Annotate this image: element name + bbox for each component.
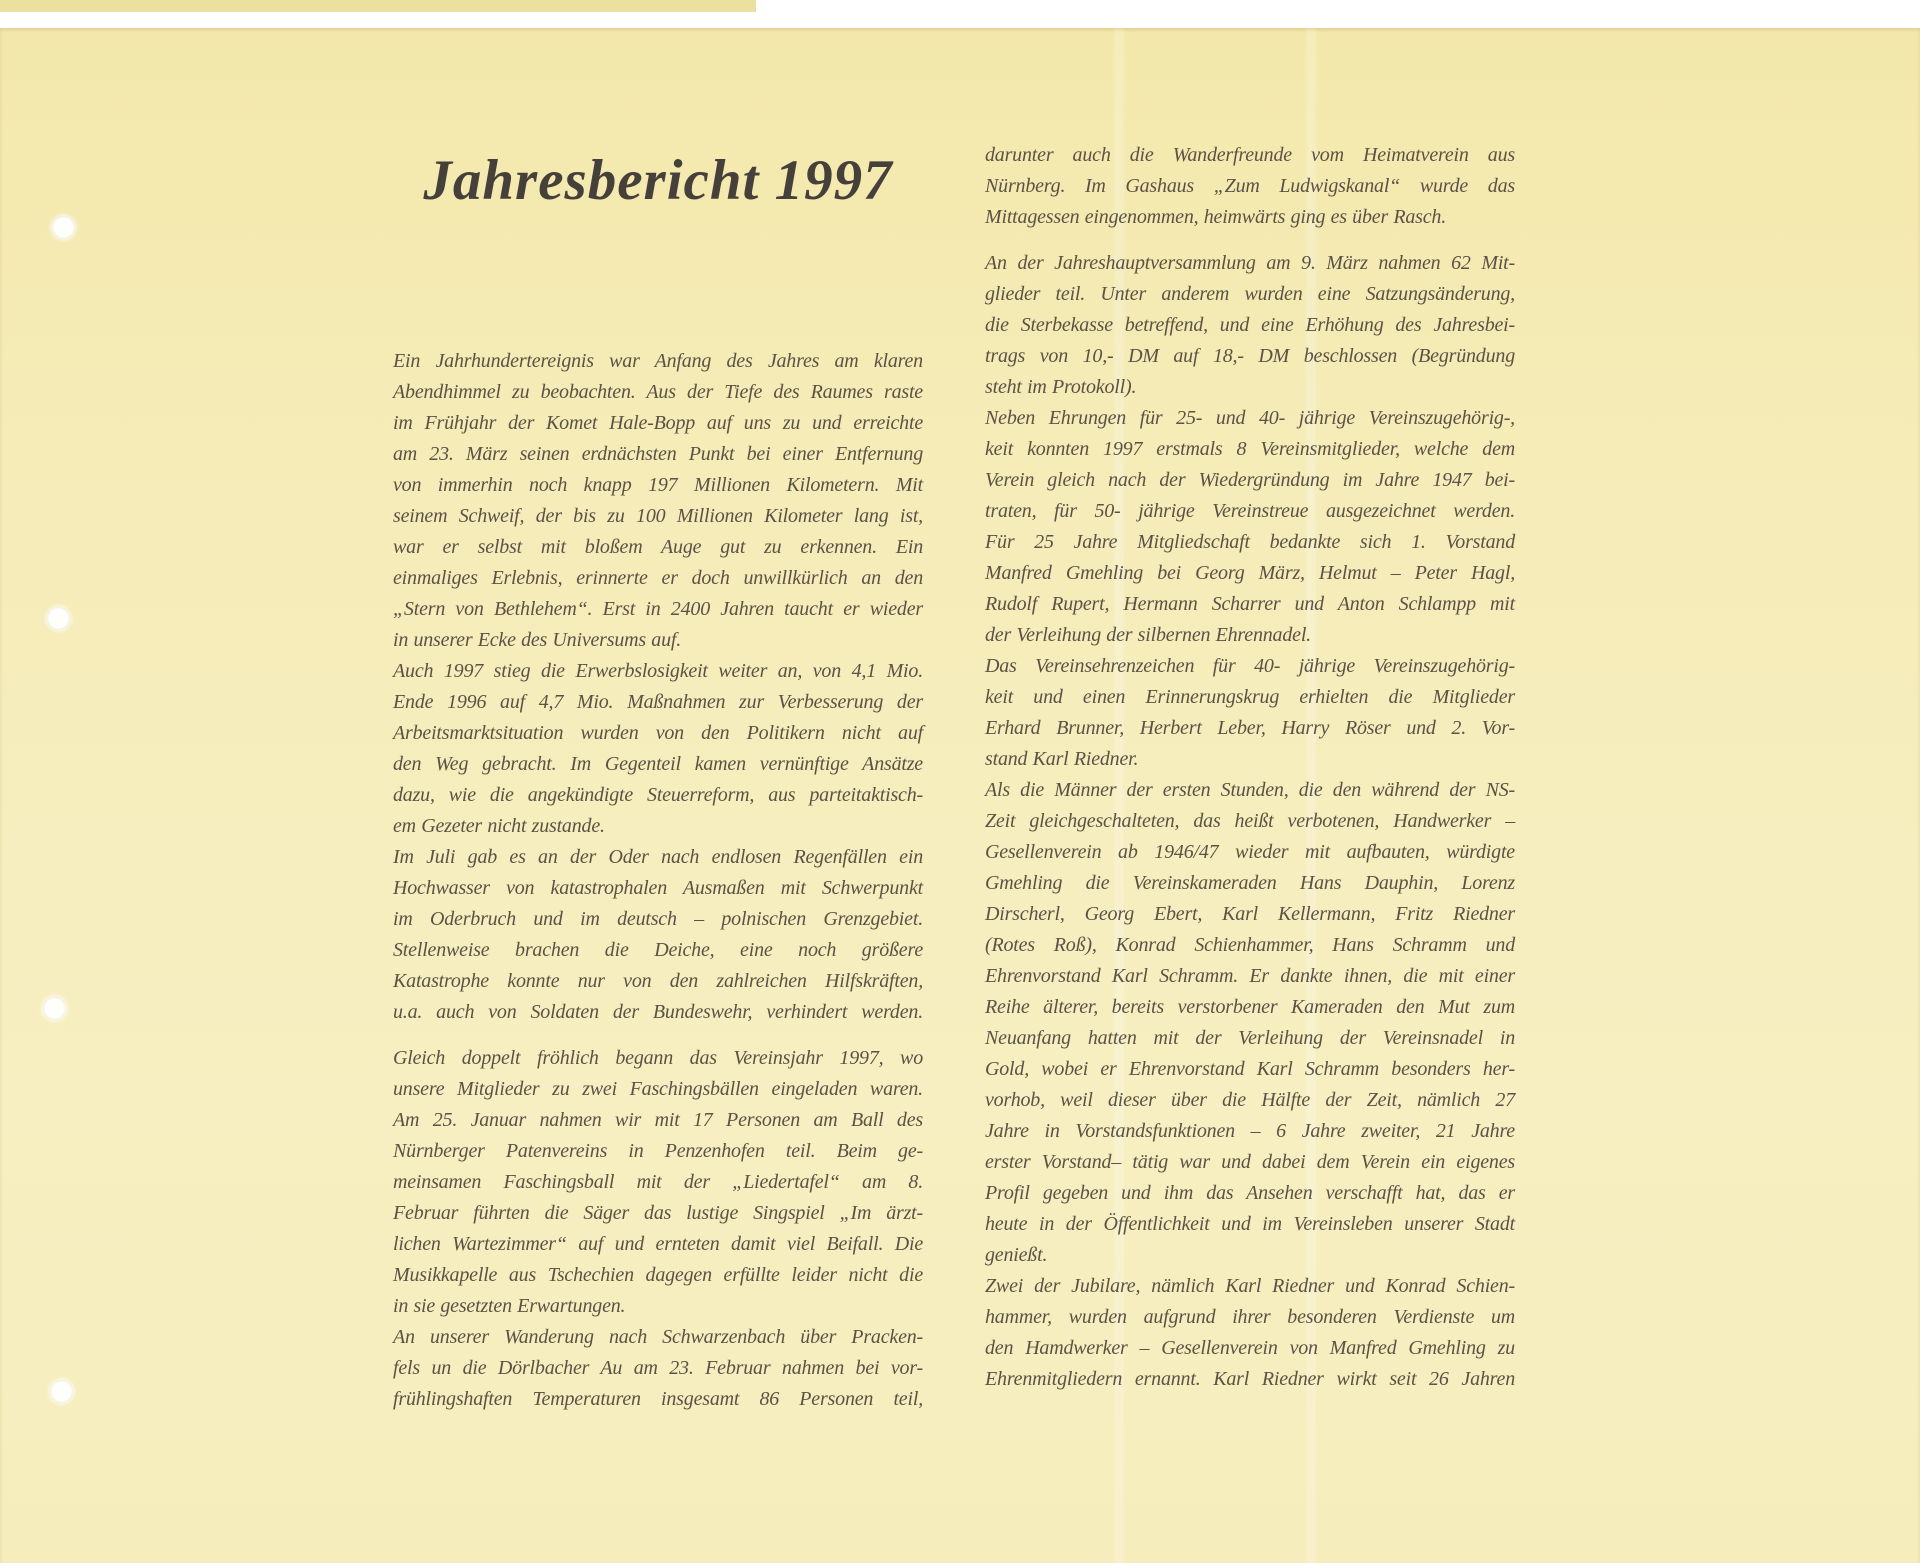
text-line: Für 25 Jahre Mitgliedschaft bedankte sich 1. Vorstand	[985, 531, 1515, 553]
text-line: meinsamen Faschingsball mit der „Liedertafel“ am 8.	[393, 1171, 923, 1193]
text-line: Als die Männer der ersten Stunden, die den während der NS-	[985, 779, 1515, 801]
paragraph	[985, 248, 1515, 403]
text-line: Abendhimmel zu beobachten. Aus der Tiefe des Raumes raste	[393, 381, 923, 403]
text-line: Profil gegeben und ihm das Ansehen verschafft hat, das er	[985, 1182, 1515, 1204]
text-line: Zwei der Jubilare, nämlich Karl Riedner und Konrad Schien-	[985, 1275, 1515, 1297]
text-line: Neben Ehrungen für 25- und 40- jährige Vereinszugehörig-,	[985, 407, 1515, 429]
text-line: Jahre in Vorstandsfunktionen – 6 Jahre zweiter, 21 Jahre	[985, 1120, 1515, 1142]
punch-hole	[43, 997, 66, 1020]
text-line: war er selbst mit bloßem Auge gut zu erkennen. Ein	[393, 536, 923, 558]
paragraph	[985, 403, 1515, 527]
paragraph	[393, 1043, 923, 1322]
text-line: im Oderbruch und im deutsch – polnischen Grenzgebiet.	[393, 908, 923, 930]
text-line: Auch 1997 stieg die Erwerbslosigkeit weiter an, von 4,1 Mio.	[393, 660, 923, 682]
text-line: im Frühjahr der Komet Hale-Bopp auf uns zu und erreichte	[393, 412, 923, 434]
text-line: Reihe älterer, bereits verstorbener Kameraden den Mut zum	[985, 996, 1515, 1018]
text-line: Zeit gleichgeschalteten, das heißt verbotenen, Handwerker –	[985, 810, 1515, 832]
text-line: trags von 10,- DM auf 18,- DM beschlossen (Begründung	[985, 345, 1515, 367]
text-line: darunter auch die Wanderfreunde vom Heimatverein aus	[985, 144, 1515, 166]
text-line: Gleich doppelt fröhlich begann das Vereinsjahr 1997, wo	[393, 1047, 923, 1069]
text-line: glieder teil. Unter anderem wurden eine Satzungsänderung,	[985, 283, 1515, 305]
text-line: in unserer Ecke des Universums auf.	[393, 629, 682, 651]
paragraph	[985, 775, 1515, 1271]
text-line: Mittagessen eingenommen, heimwärts ging es über Rasch.	[985, 206, 1447, 228]
paragraph	[985, 527, 1515, 651]
column-left	[393, 346, 923, 1415]
paragraph	[985, 140, 1515, 233]
text-line: unsere Mitglieder zu zwei Faschingsbällen eingeladen waren.	[393, 1078, 923, 1100]
text-line: An unserer Wanderung nach Schwarzenbach über Pracken-	[393, 1326, 923, 1348]
text-line: Stellenweise brachen die Deiche, eine noch größere	[393, 939, 923, 961]
text-line: Dirscherl, Georg Ebert, Karl Kellermann, Fritz Riedner	[985, 903, 1515, 925]
text-line: den Hamdwerker – Gesellenverein von Manfred Gmehling zu	[985, 1337, 1515, 1359]
text-line: (Rotes Roß), Konrad Schienhammer, Hans Schramm und	[985, 934, 1515, 956]
text-line: Nürnberger Patenvereins in Penzenhofen teil. Beim ge-	[393, 1140, 923, 1162]
document-page	[0, 28, 1920, 1563]
text-line: vorhob, weil dieser über die Hälfte der Zeit, nämlich 27	[985, 1089, 1515, 1111]
text-line: traten, für 50- jährige Vereinstreue ausgezeichnet werden.	[985, 500, 1515, 522]
text-line: Rudolf Rupert, Hermann Scharrer und Anton Schlampp mit	[985, 593, 1515, 615]
text-line: em Gezeter nicht zustande.	[393, 815, 605, 837]
text-line: von immerhin noch knapp 197 Millionen Kilometern. Mit	[393, 474, 923, 496]
text-line: in sie gesetzten Erwartungen.	[393, 1295, 626, 1317]
text-line: hammer, wurden aufgrund ihrer besonderen Verdienste um	[985, 1306, 1515, 1328]
text-line: dazu, wie die angekündigte Steuerreform, aus parteitaktisch-	[393, 784, 923, 806]
text-line: Verein gleich nach der Wiedergründung im Jahre 1947 bei-	[985, 469, 1515, 491]
text-line: An der Jahreshauptversammlung am 9. März nahmen 62 Mit-	[985, 252, 1515, 274]
paragraph	[393, 1322, 923, 1415]
text-line: Manfred Gmehling bei Georg März, Helmut – Peter Hagl,	[985, 562, 1515, 584]
text-line: steht im Protokoll).	[985, 376, 1137, 398]
text-line: frühlingshaften Temperaturen insgesamt 86 Personen teil,	[393, 1388, 923, 1410]
punch-hole	[47, 607, 70, 630]
punch-hole	[52, 216, 75, 239]
text-line: „Stern von Bethlehem“. Erst in 2400 Jahren taucht er wieder	[393, 598, 923, 620]
text-line: Arbeitsmarktsituation wurden von den Politikern nicht auf	[393, 722, 923, 744]
text-line: Ein Jahrhundertereignis war Anfang des Jahres am klaren	[393, 350, 923, 372]
text-line: einmaliges Erlebnis, erinnerte er doch unwillkürlich an den	[393, 567, 923, 589]
text-line: Das Vereinsehrenzeichen für 40- jährige Vereinszugehörig-	[985, 655, 1515, 677]
scan-artifact-strip	[0, 0, 756, 12]
text-line: fels un die Dörlbacher Au am 23. Februar nahmen bei vor-	[393, 1357, 923, 1379]
text-line: lichen Wartezimmer“ auf und ernteten damit viel Beifall. Die	[393, 1233, 923, 1255]
text-line: Erhard Brunner, Herbert Leber, Harry Röser und 2. Vor-	[985, 717, 1515, 739]
text-line: Nürnberg. Im Gashaus „Zum Ludwigskanal“ wurde das	[985, 175, 1515, 197]
text-line: stand Karl Riedner.	[985, 748, 1139, 770]
text-line: heute in der Öffentlichkeit und im Vereinsleben unserer Stadt	[985, 1213, 1515, 1235]
text-line: keit und einen Erinnerungskrug erhielten die Mitglieder	[985, 686, 1515, 708]
page-title: Jahresbericht 1997	[423, 149, 893, 212]
text-line: Gmehling die Vereinskameraden Hans Dauphin, Lorenz	[985, 872, 1515, 894]
punch-hole	[50, 1380, 73, 1403]
text-line: erster Vorstand– tätig war und dabei dem Verein ein eigenes	[985, 1151, 1515, 1173]
text-line: Gold, wobei er Ehrenvorstand Karl Schramm besonders her-	[985, 1058, 1515, 1080]
text-line: keit konnten 1997 erstmals 8 Vereinsmitglieder, welche dem	[985, 438, 1515, 460]
text-line: die Sterbekasse betreffend, und eine Erhöhung des Jahresbei-	[985, 314, 1515, 336]
paragraph	[393, 842, 923, 1028]
text-line: Ehrenmitgliedern ernannt. Karl Riedner wirkt seit 26 Jahren	[985, 1368, 1515, 1390]
text-line: der Verleihung der silbernen Ehrennadel.	[985, 624, 1311, 646]
text-line: Ehrenvorstand Karl Schramm. Er dankte ihnen, die mit einer	[985, 965, 1515, 987]
text-line: genießt.	[985, 1244, 1048, 1266]
text-line: Katastrophe konnte nur von den zahlreichen Hilfskräften,	[393, 970, 923, 992]
text-line: u.a. auch von Soldaten der Bundeswehr, verhindert werden.	[393, 1001, 923, 1023]
paragraph	[393, 656, 923, 842]
text-line: Im Juli gab es an der Oder nach endlosen Regenfällen ein	[393, 846, 923, 868]
text-line: Ende 1996 auf 4,7 Mio. Maßnahmen zur Verbesserung der	[393, 691, 923, 713]
text-line: seinem Schweif, der bis zu 100 Millionen Kilometer lang ist,	[393, 505, 923, 527]
text-line: Hochwasser von katastrophalen Ausmaßen mit Schwerpunkt	[393, 877, 923, 899]
paragraph	[985, 1271, 1515, 1395]
text-line: Neuanfang hatten mit der Verleihung der Vereinsnadel in	[985, 1027, 1515, 1049]
text-line: den Weg gebracht. Im Gegenteil kamen vernünftige Ansätze	[393, 753, 923, 775]
column-right	[985, 140, 1515, 1395]
text-line: Gesellenverein ab 1946/47 wieder mit aufbauten, würdigte	[985, 841, 1515, 863]
paragraph	[985, 651, 1515, 775]
text-line: am 23. März seinen erdnächsten Punkt bei einer Entfernung	[393, 443, 923, 465]
text-line: Musikkapelle aus Tschechien dagegen erfüllte leider nicht die	[393, 1264, 923, 1286]
text-line: Februar führten die Säger das lustige Singspiel „Im ärzt-	[393, 1202, 923, 1224]
paragraph	[393, 346, 923, 656]
text-line: Am 25. Januar nahmen wir mit 17 Personen am Ball des	[393, 1109, 923, 1131]
